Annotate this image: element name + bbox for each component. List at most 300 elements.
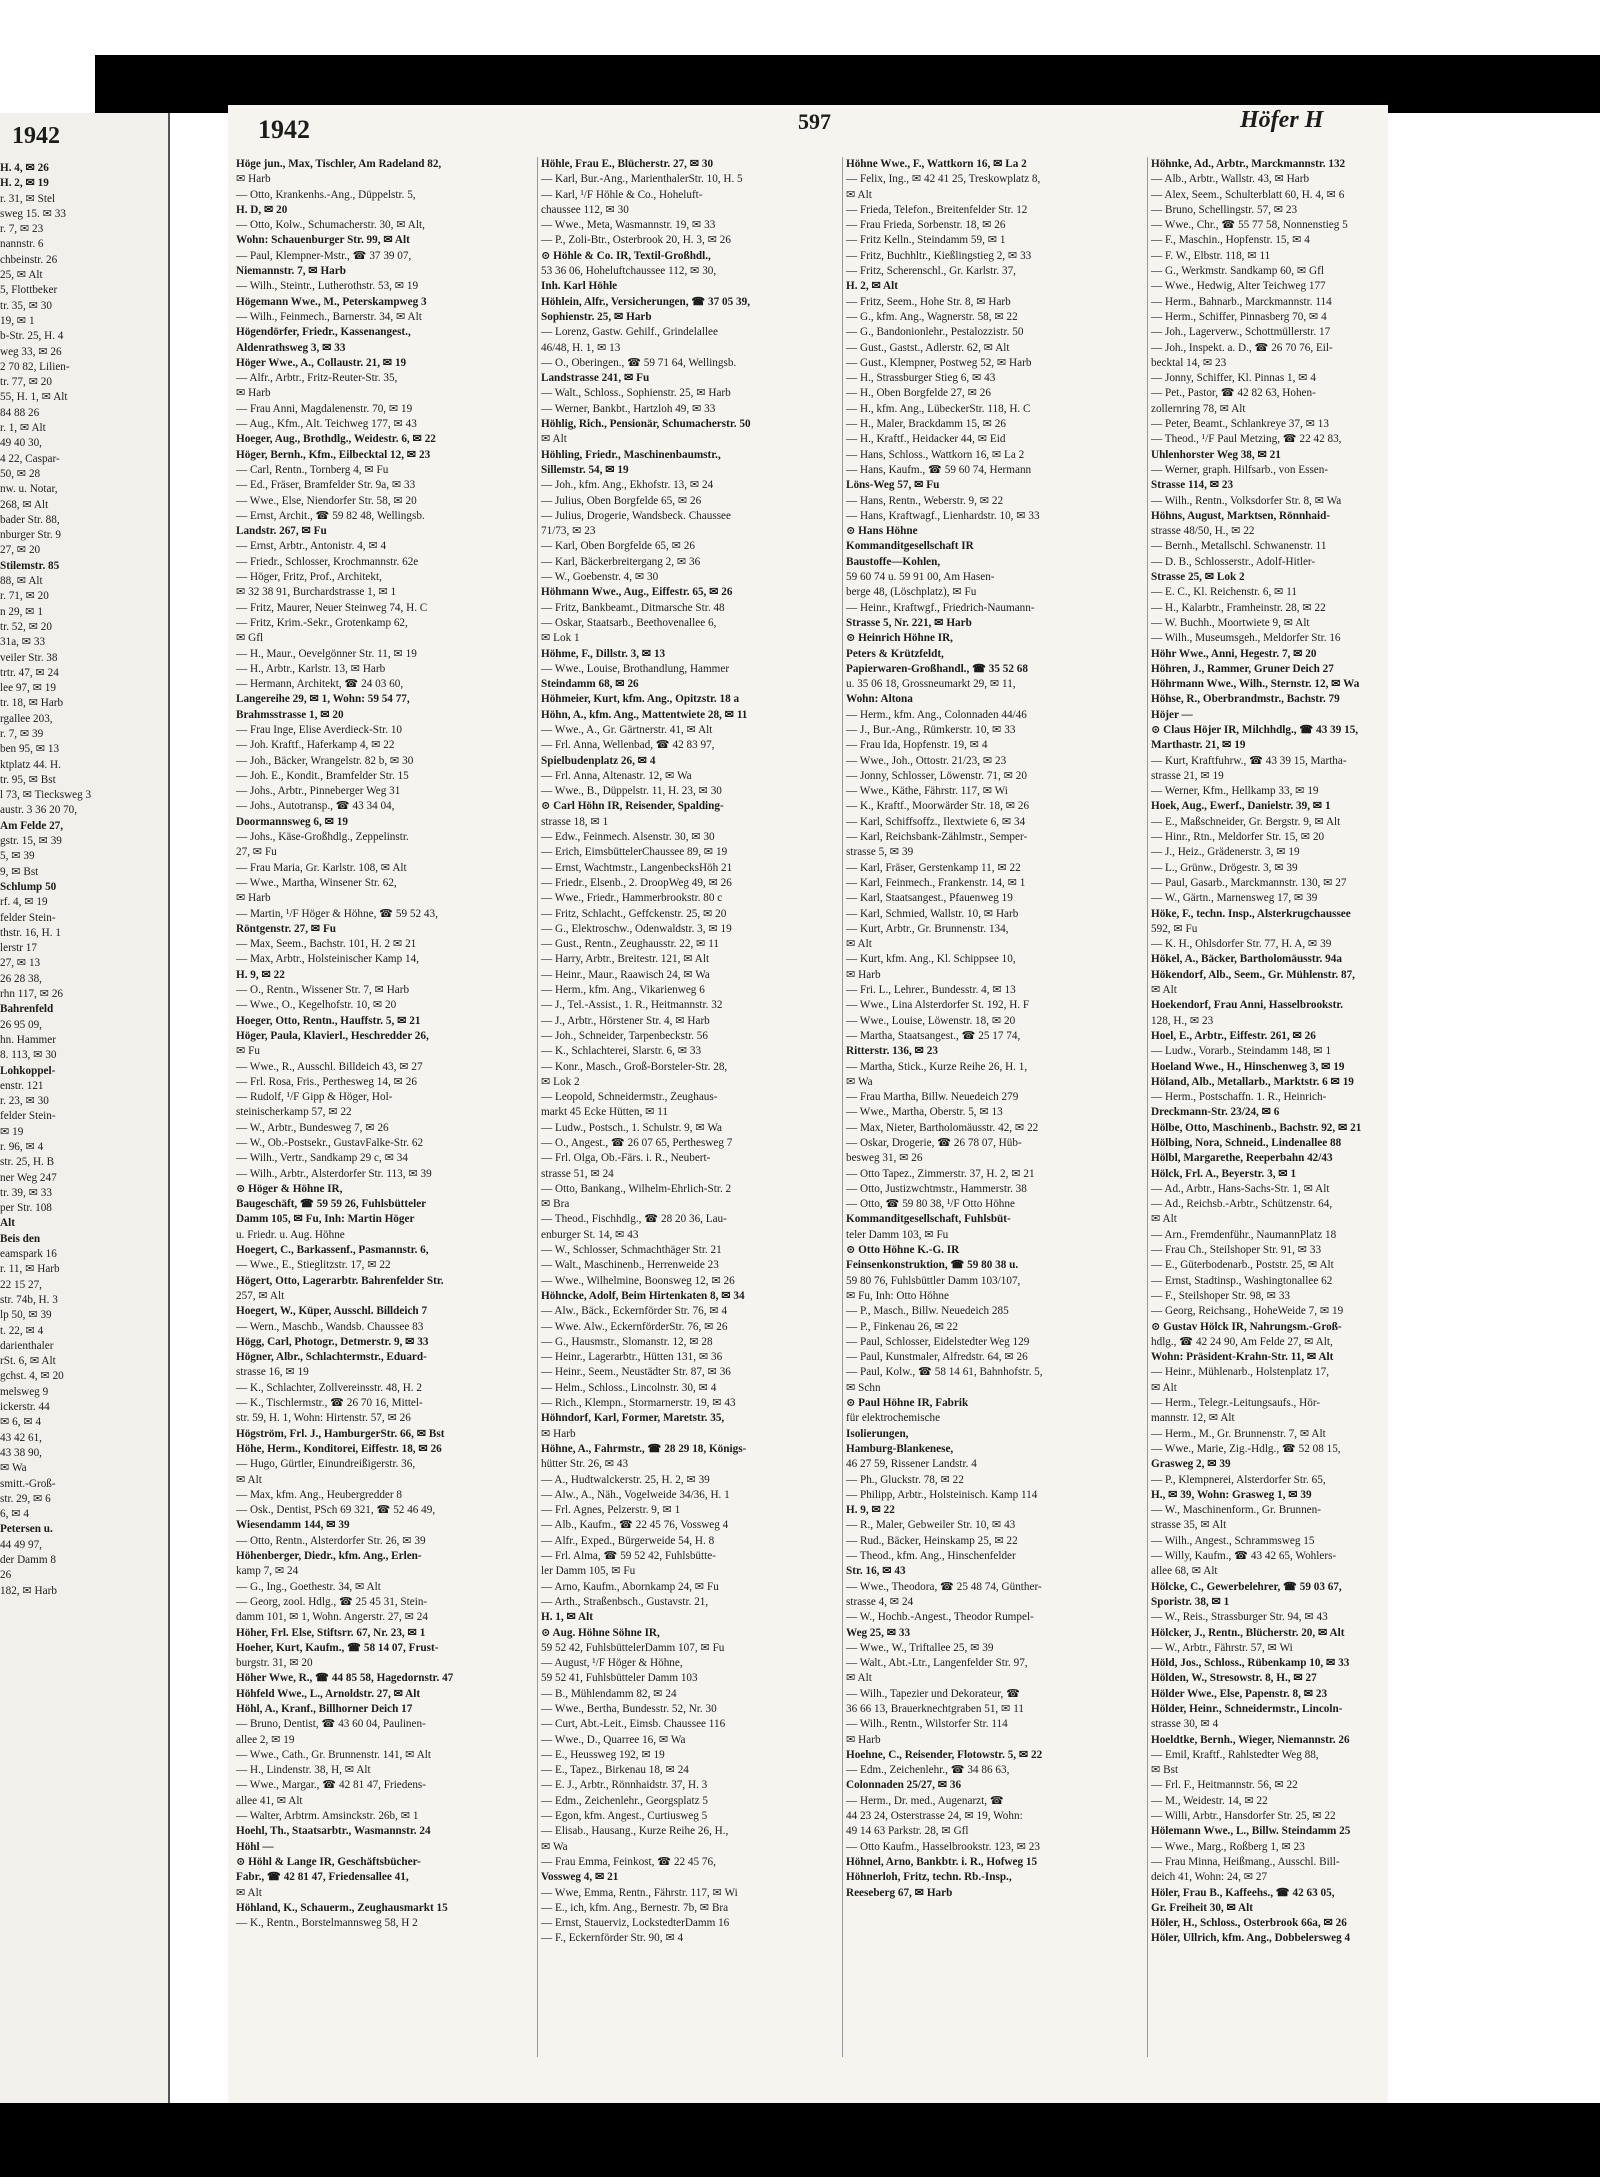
directory-entry-line: — Wwe., Marie, Zig.-Hdlg., ☎ 52 08 15,	[1151, 1442, 1341, 1455]
directory-entry-line: — Alw., A., Näh., Vogelweide 34/36, H. 1	[541, 1488, 730, 1501]
directory-entry-line: Höler, Frau B., Kaffeehs., ☎ 42 63 05,	[1151, 1886, 1335, 1899]
directory-entry-line: für elektrochemische	[846, 1412, 941, 1425]
directory-entry-line: — Frl. Anna, Wellenbad, ☎ 42 83 97,	[541, 739, 715, 752]
directory-entry-line: tr. 52, ✉ 20	[0, 620, 52, 633]
directory-entry-line: Hölcke, C., Gewerbelehrer, ☎ 59 03 67,	[1151, 1580, 1342, 1593]
directory-entry-line: Peters & Krützfeldt,	[846, 647, 944, 660]
directory-entry-line: — Wwe., Hedwig, Alter Teichweg 177	[1151, 280, 1326, 293]
directory-entry-line: — Ludw., Vorarb., Steindamm 148, ✉ 1	[1151, 1045, 1332, 1058]
directory-entry-line: — Frau Minna, Heißmang., Ausschl. Bill-	[1151, 1855, 1340, 1868]
directory-entry-line: tr. 35, ✉ 30	[0, 299, 52, 312]
directory-entry-line: felder Stein-	[0, 1110, 56, 1123]
directory-entry-line: r. 96, ✉ 4	[0, 1141, 44, 1153]
directory-entry-line: ⊙ Höhle & Co. IR, Textil-Großhdl.,	[541, 249, 711, 262]
directory-entry-line: — Arno, Kaufm., Abornkamp 24, ✉ Fu	[541, 1580, 719, 1593]
directory-entry-line: 71/73, ✉ 23	[541, 525, 596, 538]
directory-entry-line: 9, ✉ Bst	[0, 865, 39, 878]
directory-entry-line: — Bruno, Schellingstr. 57, ✉ 23	[1151, 203, 1298, 216]
directory-entry-line: — W., Hochb.-Angest., Theodor Rumpel-	[846, 1611, 1034, 1624]
directory-entry-line: Höhle, Frau E., Blücherstr. 27, ✉ 30	[541, 158, 714, 170]
directory-entry-line: — Heinr., Mühlenarb., Holstenplatz 17,	[1151, 1366, 1330, 1379]
directory-entry-line: — Otto, Krankenhs.-Ang., Düppelstr. 5,	[236, 188, 416, 201]
directory-entry-line: — Joh., Schneider, Tarpenbeckstr. 56	[541, 1029, 708, 1042]
directory-entry-line: — Kurt, Kraftfuhrw., ☎ 43 39 15, Martha-	[1151, 754, 1347, 767]
directory-entry-line: 27, ✉ 20	[0, 544, 41, 557]
directory-entry-line: — G., Ing., Goethestr. 34, ✉ Alt	[236, 1580, 381, 1593]
directory-entry-line: ✉ Alt	[846, 938, 872, 951]
directory-entry-line: — H., Maler, Brackdamm 15, ✉ 26	[846, 418, 1006, 431]
directory-entry-line: Höhmeier, Kurt, kfm. Ang., Opitzstr. 18 a	[541, 693, 740, 706]
directory-page	[228, 105, 1388, 2110]
directory-entry-line: strasse 51, ✉ 24	[541, 1167, 614, 1180]
directory-entry-line: rf. 4, ✉ 19	[0, 896, 48, 909]
directory-entry-line: — Wwe., Cath., Gr. Brunnenstr. 141, ✉ Alt	[236, 1748, 431, 1761]
directory-entry-line: ✉ Alt	[846, 188, 872, 201]
directory-entry-line: — Werner, graph. Hilfsarb., von Essen-	[1151, 463, 1329, 476]
directory-entry-line: ✉ Bra	[541, 1198, 570, 1211]
directory-entry-line: — B., Mühlendamm 82, ✉ 24	[541, 1687, 677, 1700]
directory-entry-line: austr. 3 36 20 70,	[0, 804, 78, 817]
directory-entry-line: Hölden, W., Stresowstr. 8, H., ✉ 27	[1151, 1672, 1317, 1685]
directory-entry-line: Höhns, August, Marktsen, Rönnhaid-	[1151, 509, 1331, 522]
directory-entry-line: Röntgenstr. 27, ✉ Fu	[236, 922, 337, 935]
directory-entry-line: — Wwe., Theodora, ☎ 25 48 74, Günther-	[846, 1580, 1042, 1593]
directory-entry-line: Bahrenfeld	[0, 1003, 54, 1016]
directory-entry-line: ✉ Alt	[236, 1473, 262, 1486]
directory-entry-line: per Str. 108	[0, 1202, 52, 1215]
directory-entry-line: Hölder Wwe., Else, Papenstr. 8, ✉ 23	[1151, 1687, 1328, 1700]
directory-entry-line: — Wilh., Tapezier und Dekorateur, ☎	[846, 1687, 1021, 1700]
directory-entry-line: Höher, Frl. Else, Stiftsrr. 67, Nr. 23, ✉ 1	[236, 1626, 426, 1639]
directory-entry-line: Lohkoppel-	[0, 1064, 56, 1077]
directory-entry-line: — H., Strassburger Stieg 6, ✉ 43	[846, 372, 996, 385]
directory-entry-line: Wohn: Schauenburger Str. 99, ✉ Alt	[236, 234, 410, 247]
directory-entry-line: — Elisab., Hausang., Kurze Reihe 26, H.,	[541, 1825, 729, 1838]
directory-entry-line: becktal 14, ✉ 23	[1151, 356, 1227, 369]
directory-entry-line: — Wwe., Else, Niendorfer Str. 58, ✉ 20	[236, 494, 417, 507]
directory-entry-line: thstr. 16, H. 1	[0, 926, 61, 939]
directory-entry-line: — Wwe., D., Quarree 16, ✉ Wa	[541, 1733, 686, 1746]
directory-entry-line: — Alb., Kaufm., ☎ 22 45 76, Vossweg 4	[541, 1519, 729, 1532]
directory-entry-line: Höhfeld Wwe., L., Arnoldstr. 27, ✉ Alt	[236, 1687, 421, 1700]
catchword: Höfer H	[1240, 107, 1324, 133]
directory-entry-line: — P., Masch., Billw. Neuedeich 285	[846, 1305, 1009, 1318]
directory-entry-line: — Karl, Schiffsoffz., Ilextwiete 6, ✉ 34	[846, 815, 1026, 828]
directory-entry-line: 43 38 90,	[0, 1446, 42, 1459]
directory-entry-line: 27, ✉ 13	[0, 957, 41, 970]
directory-entry-line: — Hinr., Rtn., Meldorfer Str. 15, ✉ 20	[1151, 831, 1325, 844]
directory-entry-line: — Theod., kfm. Ang., Hinschenfelder	[846, 1550, 1016, 1563]
directory-entry-line: Hökendorf, Alb., Seem., Gr. Mühlenstr. 87,	[1151, 968, 1355, 981]
directory-entry-line: Höhland, K., Schauerm., Zeughausmarkt 15	[236, 1901, 448, 1914]
directory-entry-line: Hoeger, Otto, Rentn., Hauffstr. 5, ✉ 21	[236, 1014, 421, 1027]
directory-entry-line: tr. 77, ✉ 20	[0, 376, 52, 389]
directory-entry-line: Höler, Ullrich, kfm. Ang., Dobbelersweg 4	[1151, 1932, 1351, 1945]
directory-entry-line: 50, ✉ 28	[0, 467, 41, 480]
directory-entry-line: — Wwe. Alw., EckernförderStr. 76, ✉ 26	[541, 1320, 728, 1333]
directory-column-3	[846, 157, 1142, 1901]
directory-entry-line: — K. H., Ohlsdorfer Str. 77, H. A, ✉ 39	[1151, 938, 1332, 951]
directory-entry-line: Sophienstr. 25, ✉ Harb	[541, 310, 652, 323]
directory-entry-line: — Rudolf, ¹/F Gipp & Höger, Hol-	[236, 1091, 393, 1104]
directory-entry-line: — Rich., Klempn., Stormarnerstr. 19, ✉ 43	[541, 1397, 736, 1410]
directory-entry-line: — Wwe., Bertha, Bundesstr. 52, Nr. 30	[541, 1702, 717, 1715]
directory-entry-line: Sillemstr. 54, ✉ 19	[541, 463, 629, 476]
directory-entry-line: — Kurt, Arbtr., Gr. Brunnenstr. 134,	[846, 922, 1009, 935]
directory-entry-line: ickerstr. 44	[0, 1401, 50, 1414]
directory-entry-line: — Otto Kaufm., Hasselbrookstr. 123, ✉ 23	[846, 1840, 1040, 1853]
directory-entry-line: — Harry, Arbtr., Breitestr. 121, ✉ Alt	[541, 953, 710, 966]
directory-entry-line: — Martha, Staatsangest., ☎ 25 17 74,	[846, 1029, 1021, 1042]
directory-entry-line: — Frl. Alma, ☎ 59 52 42, Fuhlsbütte-	[541, 1550, 716, 1563]
directory-entry-line: — Alb., Arbtr., Wallstr. 43, ✉ Harb	[1151, 173, 1310, 186]
directory-column-2	[541, 157, 837, 1947]
directory-entry-line: — E., Maßschneider, Gr. Bergstr. 9, ✉ Alt	[1151, 815, 1341, 828]
directory-entry-line: Hoeland Wwe., H., Hinschenweg 3, ✉ 19	[1151, 1060, 1345, 1073]
directory-entry-line: r. 7, ✉ 39	[0, 727, 44, 740]
directory-entry-line: Höhlig, Rich., Pensionär, Schumacherstr. 50	[541, 418, 751, 431]
directory-entry-line: — Bernh., Metallschl. Schwanenstr. 11	[1151, 540, 1327, 553]
directory-entry-line: — E., Heussweg 192, ✉ 19	[541, 1748, 665, 1761]
directory-entry-line: — Felix, Ing., ✉ 42 41 25, Treskowplatz 8,	[846, 173, 1041, 186]
directory-entry-line: Strasse 114, ✉ 23	[1151, 479, 1234, 492]
column-divider	[1147, 157, 1148, 2057]
directory-entry-line: — Joh., Inspekt. a. D., ☎ 26 70 76, Eil-	[1151, 341, 1333, 354]
directory-entry-line: — Willy, Kaufm., ☎ 43 42 65, Wohlers-	[1151, 1550, 1337, 1563]
directory-entry-line: — Konr., Masch., Groß-Borsteler-Str. 28,	[541, 1060, 728, 1073]
directory-entry-line: — Alw., Bäck., Eckernförder Str. 76, ✉ 4	[541, 1305, 728, 1318]
directory-entry-line: Höhenberger, Diedr., kfm. Ang., Erlen-	[236, 1550, 422, 1563]
directory-entry-line: — Friedr., Schlosser, Krochmannstr. 62e	[236, 555, 419, 568]
directory-entry-line: ⊙ Paul Höhne IR, Fabrik	[846, 1397, 969, 1410]
directory-entry-line: — H., Arbtr., Karlstr. 13, ✉ Harb	[236, 662, 386, 675]
directory-entry-line: felder Stein-	[0, 911, 56, 924]
directory-entry-line: ✉ Alt	[1151, 1213, 1177, 1226]
directory-entry-line: — Joh. E., Kondit., Bramfelder Str. 15	[236, 769, 409, 782]
directory-entry-line: ✉ Bst	[1151, 1764, 1179, 1777]
directory-entry-line: chbeinstr. 26	[0, 253, 58, 266]
directory-entry-line: 19, ✉ 1	[0, 314, 35, 327]
left-page-column	[0, 161, 168, 1599]
directory-entry-line: — Herm., Postschaffn. 1. R., Heinrich-	[1151, 1091, 1327, 1104]
directory-entry-line: Hölbing, Nora, Schneid., Lindenallee 88	[1151, 1137, 1342, 1149]
directory-entry-line: — Wwe., Louise, Brothandlung, Hammer	[541, 662, 730, 675]
directory-entry-line: — Aug., Kfm., Alt. Teichweg 177, ✉ 43	[236, 418, 417, 431]
directory-entry-line: — Ernst, Arbtr., Antonistr. 4, ✉ 4	[236, 540, 387, 553]
directory-entry-line: — Fritz, Buchhltr., Kießlingstieg 2, ✉ 33	[846, 249, 1032, 262]
directory-entry-line: H. 4, ✉ 26	[0, 162, 49, 174]
directory-entry-line: — Alex, Seem., Schulterblatt 60, H. 4, ✉ 6	[1151, 188, 1345, 201]
directory-entry-line: — P., Finkenau 26, ✉ 22	[846, 1320, 958, 1333]
directory-entry-line: Höger, Paula, Klavierl., Heschredder 26,	[236, 1029, 429, 1042]
directory-entry-line: ✉ Wa	[846, 1075, 873, 1088]
directory-entry-line: Str. 16, ✉ 43	[846, 1565, 906, 1578]
directory-entry-line: — Wwe., Wilhelmine, Boonsweg 12, ✉ 26	[541, 1274, 735, 1287]
directory-entry-line: Petersen u.	[0, 1523, 53, 1536]
directory-entry-line: 44 49 97,	[0, 1538, 42, 1551]
directory-entry-line: berge 48, (Löschplatz), ✉ Fu	[846, 586, 977, 599]
directory-entry-line: — G., Bandonionlehr., Pestalozzistr. 50	[846, 326, 1024, 339]
directory-entry-line: — E. C., Kl. Reichenstr. 6, ✉ 11	[1151, 586, 1297, 599]
directory-entry-line: — Karl, Reichsbank-Zählmstr., Semper-	[846, 831, 1028, 844]
directory-entry-line: 22 15 27,	[0, 1278, 42, 1291]
directory-entry-line: u. 35 06 18, Grossneumarkt 29, ✉ 11,	[846, 678, 1016, 691]
directory-entry-line: — Jonny, Schiffer, Kl. Pinnas 1, ✉ 4	[1151, 372, 1316, 385]
directory-entry-line: Dreckmann-Str. 23/24, ✉ 6	[1151, 1106, 1280, 1119]
directory-entry-line: allee 41, ✉ Alt	[236, 1794, 303, 1807]
directory-entry-line: 268, ✉ Alt	[0, 498, 49, 511]
directory-entry-line: — F., Eckernförder Str. 90, ✉ 4	[541, 1932, 684, 1945]
directory-entry-line: Höler, H., Schloss., Osterbrook 66a, ✉ 26	[1151, 1917, 1347, 1930]
directory-entry-line: ✉ Lok 2	[541, 1075, 580, 1088]
directory-entry-line: — Julius, Drogerie, Wandsbeck. Chaussee	[541, 509, 731, 522]
directory-entry-line: str. 59, H. 1, Wohn: Hirtenstr. 57, ✉ 26	[236, 1412, 411, 1425]
directory-entry-line: ben 95, ✉ 13	[0, 743, 60, 756]
directory-entry-line: steinischerkamp 57, ✉ 22	[236, 1106, 352, 1119]
directory-entry-line: — Wwe., A., Gr. Gärtnerstr. 41, ✉ Alt	[541, 723, 713, 736]
directory-entry-line: — Karl, Feinmech., Frankenstr. 14, ✉ 1	[846, 876, 1026, 889]
directory-entry-line: — L., Grünw., Drögestr. 3, ✉ 39	[1151, 861, 1298, 874]
directory-entry-line: 26 28 38,	[0, 972, 42, 985]
directory-entry-line: H. 1, ✉ Alt	[541, 1611, 593, 1624]
directory-entry-line: — Herm., M., Gr. Brunnenstr. 7, ✉ Alt	[1151, 1427, 1326, 1440]
directory-entry-line: 53 36 06, Hoheluftchaussee 112, ✉ 30,	[541, 265, 717, 278]
directory-entry-line: — Hans, Schloss., Wattkorn 16, ✉ La 2	[846, 448, 1025, 461]
directory-entry-line: deich 41, Wohn: 24, ✉ 27	[1151, 1871, 1268, 1884]
directory-entry-line: 88, ✉ Alt	[0, 575, 43, 588]
directory-entry-line: — Paul, Kunstmaler, Alfredstr. 64, ✉ 26	[846, 1351, 1028, 1364]
directory-entry-line: Isolierungen,	[846, 1427, 909, 1440]
directory-entry-line: Wohn: Präsident-Krahn-Str. 11, ✉ Alt	[1151, 1351, 1334, 1364]
directory-entry-line: 49 14 63 Parkstr. 28, ✉ Gfl	[846, 1825, 969, 1838]
directory-entry-line: — Heinr., Seem., Neustädter Str. 87, ✉ 36	[541, 1366, 731, 1379]
directory-entry-line: — Arn., Fremdenführ., NaumannPlatz 18	[1151, 1228, 1337, 1241]
directory-entry-line: 59 60 74 u. 59 91 00, Am Hasen-	[846, 571, 995, 584]
directory-entry-line: — G., kfm. Ang., Wagnerstr. 58, ✉ 22	[846, 310, 1018, 323]
directory-entry-line: 49 40 30,	[0, 437, 42, 450]
directory-entry-line: 46 27 59, Rissener Landstr. 4	[846, 1458, 977, 1471]
directory-entry-line: ✉ 6, ✉ 4	[0, 1416, 42, 1429]
directory-entry-line: — Otto Tapez., Zimmerstr. 37, H. 2, ✉ 21	[846, 1167, 1035, 1180]
directory-entry-line: — Leopold, Schneidermstr., Zeughaus-	[541, 1091, 718, 1104]
directory-entry-line: — K., Schlachterei, Slarstr. 6, ✉ 33	[541, 1045, 702, 1058]
directory-entry-line: Colonnaden 25/27, ✉ 36	[846, 1779, 962, 1792]
directory-entry-line: — E., Tapez., Birkenau 18, ✉ 24	[541, 1764, 689, 1777]
directory-entry-line: — Walt., Maschinenb., Herrenweide 23	[541, 1259, 719, 1272]
directory-entry-line: — Fritz, Scherenschl., Gr. Karlstr. 37,	[846, 265, 1016, 278]
directory-entry-line: ✉ Gfl	[236, 632, 264, 645]
directory-entry-line: ✉ Harb	[236, 387, 271, 400]
directory-entry-line: — K., Kraftf., Moorwärder Str. 18, ✉ 26	[846, 800, 1030, 813]
directory-entry-line: ktplatz 44. H.	[0, 758, 61, 771]
directory-entry-line: — Walter, Arbtrm. Amsinckstr. 26b, ✉ 1	[236, 1810, 419, 1823]
directory-entry-line: Höhnke, Ad., Arbtr., Marckmannstr. 132	[1151, 158, 1346, 170]
directory-entry-line: Strasse 25, ✉ Lok 2	[1151, 571, 1245, 584]
left-page-year: 1942	[12, 123, 60, 149]
directory-entry-line: — H., kfm. Ang., LübeckerStr. 118, H. C	[846, 402, 1031, 415]
directory-entry-line: — Frau Maria, Gr. Karlstr. 108, ✉ Alt	[236, 861, 407, 874]
directory-entry-line: Höhlein, Alfr., Versicherungen, ☎ 37 05 39,	[541, 295, 751, 308]
directory-entry-line: — Karl, Bäckerbreitergang 2, ✉ 36	[541, 555, 701, 568]
directory-entry-line: — Wwe., Joh., Ottostr. 21/23, ✉ 23	[846, 754, 1007, 767]
scan-bottom-border	[0, 2103, 1600, 2177]
directory-entry-line: — G., Hausmstr., Slomanstr. 12, ✉ 28	[541, 1335, 713, 1348]
directory-entry-line: — Ph., Gluckstr. 78, ✉ 22	[846, 1473, 964, 1486]
directory-entry-line: — Wilh., Rentn., Volksdorfer Str. 8, ✉ Wa	[1151, 494, 1342, 507]
directory-entry-line: — Edm., Zeichenlehr., Georgsplatz 5	[541, 1794, 708, 1807]
directory-entry-line: r. 11, ✉ Harb	[0, 1263, 60, 1276]
directory-entry-line: 43 42 61,	[0, 1431, 42, 1444]
directory-entry-line: ✉ Fu, Inh: Otto Höhne	[846, 1289, 949, 1302]
directory-entry-line: Hoeldtke, Bernh., Wieger, Niemannstr. 26	[1151, 1733, 1350, 1746]
directory-entry-line: Fabr., ☎ 42 81 47, Friedensallee 41,	[236, 1871, 409, 1884]
directory-entry-line: — Jonny, Schlosser, Löwenstr. 71, ✉ 20	[846, 769, 1027, 782]
directory-entry-line: ✉ Lok 1	[541, 632, 580, 645]
directory-entry-line: Uhlenhorster Weg 38, ✉ 21	[1151, 448, 1281, 461]
directory-entry-line: Kommanditgesellschaft, Fuhlsbüt-	[846, 1213, 1011, 1226]
directory-entry-line: — Wilh., Angest., Schrammsweg 15	[1151, 1534, 1315, 1547]
directory-entry-line: 128, H., ✉ 23	[1151, 1014, 1214, 1027]
directory-entry-line: ✉ Harb	[541, 1427, 576, 1440]
directory-column-1	[236, 157, 532, 1931]
directory-entry-line: — Karl, Schmied, Wallstr. 10, ✉ Harb	[846, 907, 1019, 920]
directory-entry-line: — Frl. Olga, Ob.-Färs. i. R., Neubert-	[541, 1152, 711, 1165]
directory-entry-line: strasse 21, ✉ 19	[1151, 769, 1224, 782]
directory-entry-line: — Frl. Agnes, Pelzerstr. 9, ✉ 1	[541, 1504, 681, 1517]
directory-entry-line: — Karl, ¹/F Höhle & Co., Hoheluft-	[541, 188, 703, 201]
directory-entry-line: — Höger, Fritz, Prof., Architekt,	[236, 571, 382, 584]
directory-entry-line: — Egon, kfm. Angest., Curtiusweg 5	[541, 1810, 708, 1823]
directory-entry-line: Alt	[0, 1217, 15, 1230]
directory-entry-line: Hoehl, Th., Staatsarbtr., Wasmannstr. 24	[236, 1825, 431, 1838]
directory-entry-line: Höke, F., techn. Insp., Alsterkrugchaussee	[1151, 907, 1351, 920]
directory-entry-line: ✉ Wa	[0, 1462, 27, 1475]
directory-entry-line: — Ernst, Wachtmstr., LangenbecksHöh 21	[541, 861, 733, 874]
directory-entry-line: — Herm., Schiffer, Pinnasberg 70, ✉ 4	[1151, 310, 1327, 323]
directory-entry-line: Höger, Bernh., Kfm., Eilbecktal 12, ✉ 23	[236, 448, 431, 461]
directory-entry-line: — Curt, Abt.-Leit., Eimsb. Chaussee 116	[541, 1718, 726, 1731]
directory-entry-line: r. 1, ✉ Alt	[0, 422, 46, 435]
directory-entry-line: — Paul, Gasarb., Marckmannstr. 130, ✉ 27	[1151, 876, 1347, 889]
directory-entry-line: — Heinr., Maur., Raawisch 24, ✉ Wa	[541, 968, 710, 981]
directory-entry-line: 4 22, Caspar-	[0, 452, 60, 465]
directory-entry-line: — Wilh., Feinmech., Barnerstr. 34, ✉ Alt	[236, 310, 422, 323]
directory-entry-line: — Edm., Zeichenlehr., ☎ 34 86 63,	[846, 1764, 1010, 1777]
directory-entry-line: str. 25, H. B	[0, 1156, 55, 1169]
directory-entry-line: teler Damm 103, ✉ Fu	[846, 1228, 949, 1241]
directory-entry-line: — Ad., Reichsb.-Arbtr., Schützenstr. 64,	[1151, 1198, 1333, 1211]
directory-entry-line: — Fritz, Krim.-Sekr., Grotenkamp 62,	[236, 616, 408, 629]
directory-entry-line: ⊙ Gustav Hölck IR, Nahrungsm.-Groß-	[1151, 1320, 1342, 1333]
directory-entry-line: bader Str. 88,	[0, 513, 60, 526]
directory-entry-line: — J., Bur.-Ang., Rümkerstr. 10, ✉ 33	[846, 723, 1016, 736]
directory-entry-line: — Otto, Kolw., Schumacherstr. 30, ✉ Alt,	[236, 219, 425, 232]
directory-entry-line: — Wilh., Rentn., Wilstorfer Str. 114	[846, 1718, 1008, 1731]
directory-entry-line: — Wwe., Marg., Roßberg 1, ✉ 23	[1151, 1840, 1305, 1853]
directory-entry-line: chaussee 112, ✉ 30	[541, 203, 629, 216]
directory-entry-line: nw. u. Notar,	[0, 483, 58, 496]
directory-entry-line: l 73, ✉ Tiecksweg 3	[0, 789, 92, 802]
directory-entry-line: — Wwe., Margar., ☎ 42 81 47, Friedens-	[236, 1779, 427, 1792]
directory-entry-line: Högg, Carl, Photogr., Detmerstr. 9, ✉ 33	[236, 1335, 429, 1348]
column-divider	[842, 157, 843, 2057]
directory-entry-line: Landstrasse 241, ✉ Fu	[541, 372, 650, 385]
directory-entry-line: ✉ 32 38 91, Burchardstrasse 1, ✉ 1	[236, 586, 397, 599]
directory-entry-line: — Karl, Oben Borgfelde 65, ✉ 26	[541, 540, 695, 553]
directory-entry-line: 5, Flottbeker	[0, 284, 58, 297]
directory-entry-line: Wiesendamm 144, ✉ 39	[236, 1519, 350, 1532]
directory-entry-line: H. D, ✉ 20	[236, 203, 288, 216]
directory-entry-line: — Bruno, Dentist, ☎ 43 60 04, Paulinen-	[236, 1718, 426, 1731]
directory-entry-line: — O., Oberingen., ☎ 59 71 64, Wellingsb.	[541, 356, 737, 369]
directory-entry-line: ⊙ Heinrich Höhne IR,	[846, 632, 953, 645]
directory-entry-line: — H., Kalarbtr., Framheinstr. 28, ✉ 22	[1151, 601, 1326, 614]
directory-entry-line: u. Friedr. u. Aug. Höhne	[236, 1228, 345, 1241]
directory-entry-line: — P., Klempnerei, Alsterdorfer Str. 65,	[1151, 1473, 1326, 1486]
directory-entry-line: Baugeschäft, ☎ 59 59 26, Fuhlsbütteler	[236, 1198, 427, 1211]
directory-entry-line: — Lorenz, Gastw. Gehilf., Grindelallee	[541, 326, 718, 339]
directory-entry-line: — J., Arbtr., Hörstener Str. 4, ✉ Harb	[541, 1014, 710, 1027]
directory-entry-line: — Hans, Kraftwagf., Lienhardstr. 10, ✉ 33	[846, 509, 1040, 522]
directory-entry-line: Hölcker, J., Rentn., Blücherstr. 20, ✉ Alt	[1151, 1626, 1345, 1639]
directory-entry-line: Höhne Wwe., F., Wattkorn 16, ✉ La 2	[846, 158, 1027, 170]
directory-entry-line: ✉ Harb	[236, 173, 271, 186]
directory-entry-line: 26 95 09,	[0, 1018, 42, 1031]
directory-entry-line: — G., Elektroschw., Odenwaldstr. 3, ✉ 19	[541, 922, 732, 935]
directory-entry-line: 55, H. 1, ✉ Alt	[0, 391, 68, 404]
directory-entry-line: 46/48, H. 1, ✉ 13	[541, 341, 621, 354]
directory-entry-line: Höhme, F., Dillstr. 3, ✉ 13	[541, 647, 666, 660]
directory-entry-line: Höhmann Wwe., Aug., Eiffestr. 65, ✉ 26	[541, 586, 733, 599]
directory-entry-line: — E., ich, kfm. Ang., Bernestr. 7b, ✉ Bra	[541, 1901, 729, 1914]
directory-entry-line: — Werner, Bankbt., Hartzloh 49, ✉ 33	[541, 402, 716, 415]
directory-entry-line: — K., Tischlermstr., ☎ 26 70 16, Mittel-	[236, 1397, 423, 1410]
directory-entry-line: 84 88 26	[0, 406, 40, 419]
directory-entry-line: — E. J., Arbtr., Rönnhaidstr. 37, H. 3	[541, 1779, 708, 1792]
directory-entry-line: rSt. 6, ✉ Alt	[0, 1355, 56, 1368]
directory-entry-line: trtr. 47, ✉ 24	[0, 666, 59, 679]
directory-entry-line: Kommanditgesellschaft IR	[846, 540, 974, 553]
directory-entry-line: — W. Buchh., Moortwiete 9, ✉ Alt	[1151, 616, 1310, 629]
directory-entry-line: lerstr 17	[0, 942, 37, 955]
column-divider	[537, 157, 538, 2057]
directory-entry-line: — Wilh., Arbtr., Alsterdorfer Str. 113, ✉ 39	[236, 1167, 432, 1180]
directory-entry-line: — Max, kfm. Ang., Heubergredder 8	[236, 1488, 403, 1501]
directory-entry-line: weg 33, ✉ 26	[0, 345, 62, 358]
directory-entry-line: ✉ Schn	[846, 1381, 881, 1394]
directory-entry-line: — Wwe., Meta, Wasmannstr. 19, ✉ 33	[541, 219, 716, 232]
directory-entry-line: — Herm., Bahnarb., Marckmannstr. 114	[1151, 295, 1332, 308]
directory-entry-line: Spielbudenplatz 26, ✉ 4	[541, 754, 656, 767]
directory-entry-line: — Osk., Dentist, PSch 69 321, ☎ 52 46 49,	[236, 1504, 436, 1517]
directory-entry-line: Steindamm 68, ✉ 26	[541, 678, 639, 691]
directory-entry-line: ✉ 19	[0, 1125, 24, 1138]
directory-entry-line: — Herm., kfm. Ang., Colonnaden 44/46	[846, 708, 1027, 721]
directory-entry-line: — W., Ob.-Postsekr., GustavFalke-Str. 62	[236, 1137, 424, 1149]
directory-entry-line: — Pet., Pastor, ☎ 42 82 63, Hohen-	[1151, 387, 1316, 400]
directory-entry-line: gstr. 15, ✉ 39	[0, 835, 62, 848]
directory-entry-line: Landstr. 267, ✉ Fu	[236, 525, 327, 538]
directory-entry-line: Hölbe, Otto, Maschinenb., Bachstr. 92, ✉ 21	[1151, 1121, 1362, 1134]
directory-entry-line: — Frau Ch., Steilshoper Str. 91, ✉ 33	[1151, 1244, 1322, 1257]
directory-entry-line: H., ✉ 39, Wohn: Grasweg 1, ✉ 39	[1151, 1488, 1312, 1501]
directory-entry-line: — Hermann, Architekt, ☎ 24 03 60,	[236, 678, 404, 691]
directory-entry-line: zollernring 78, ✉ Alt	[1151, 402, 1246, 415]
directory-entry-line: — Martin, ¹/F Höger & Höhne, ☎ 59 52 43,	[236, 907, 438, 920]
directory-entry-line: besweg 31, ✉ 26	[846, 1152, 923, 1165]
directory-entry-line: ner Weg 247	[0, 1171, 57, 1184]
directory-entry-line: — Carl, Rentn., Tornberg 4, ✉ Fu	[236, 463, 389, 476]
